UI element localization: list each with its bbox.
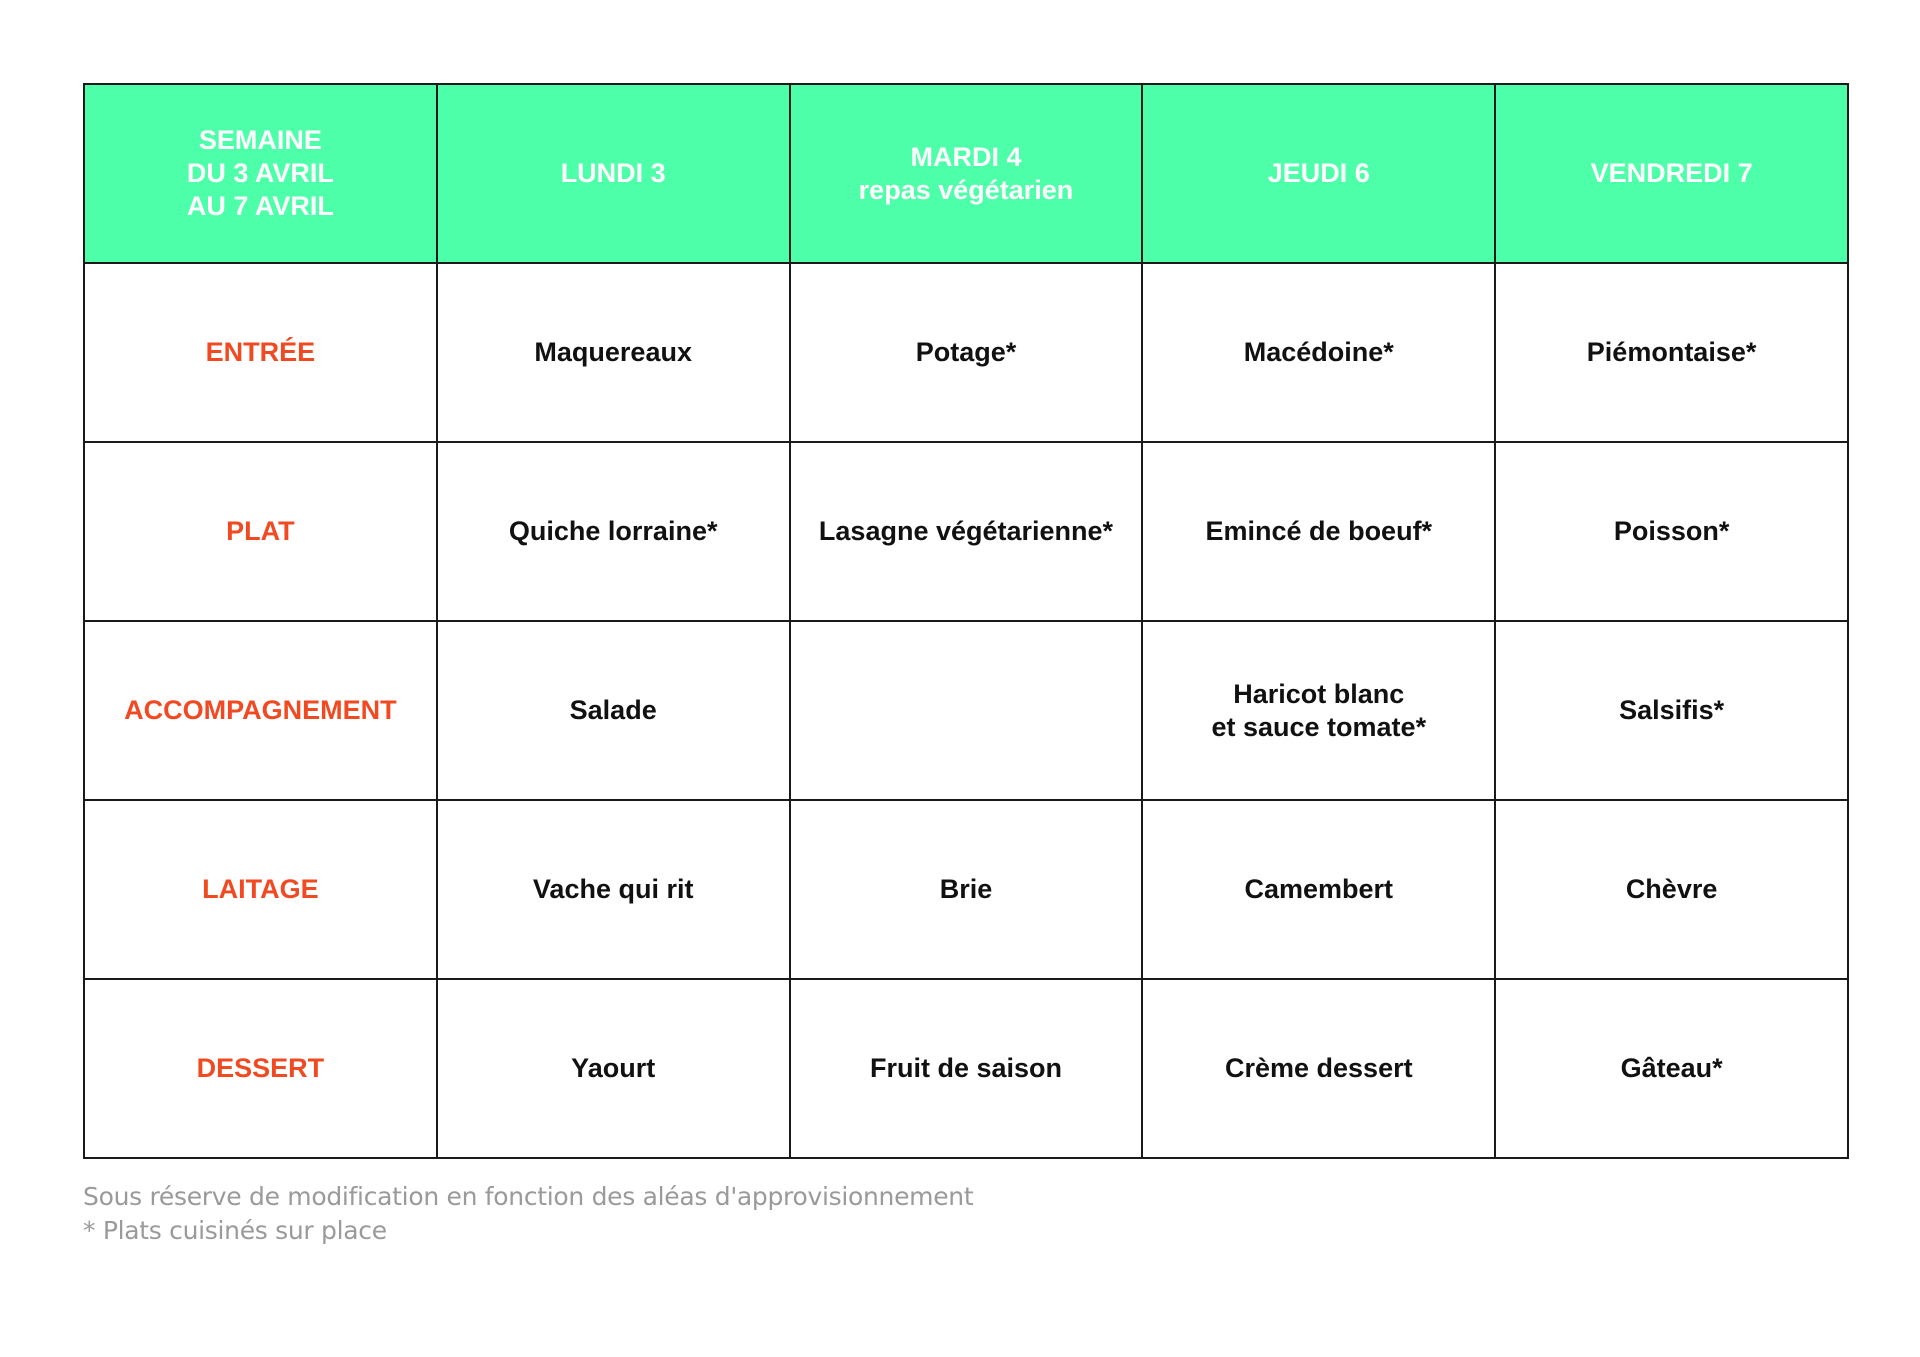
day-header-subtitle: repas végétarien [858, 174, 1074, 205]
day-header-friday [1495, 84, 1848, 263]
menu-cell [1142, 263, 1495, 442]
menu-row [84, 263, 1848, 442]
dish-name: Haricot blanc [1233, 678, 1405, 709]
week-header-line: DU 3 AVRIL [186, 158, 334, 188]
menu-cell [1495, 800, 1848, 979]
day-header-line: MARDI 4 [910, 141, 1022, 172]
dish-name: Crème dessert [1224, 1053, 1413, 1083]
row-label-cell [84, 979, 437, 1158]
week-header-line: SEMAINE [198, 125, 322, 155]
menu-body [84, 263, 1848, 1158]
dish-name: Emincé de boeuf* [1205, 516, 1433, 546]
menu-cell [790, 263, 1143, 442]
day-header-tuesday [790, 84, 1143, 263]
row-label-cell [84, 621, 437, 800]
menu-cell [790, 621, 1143, 800]
dish-name: Yaourt [571, 1053, 656, 1083]
menu-row [84, 800, 1848, 979]
dish-name: Gâteau* [1620, 1053, 1723, 1083]
menu-cell [437, 800, 790, 979]
week-header-line: AU 7 AVRIL [186, 191, 334, 221]
menu-cell [437, 263, 790, 442]
row-label-cell [84, 263, 437, 442]
dish-name: Salade [569, 695, 657, 725]
menu-cell [1142, 621, 1495, 800]
day-header-line: JEUDI 6 [1267, 158, 1370, 188]
dish-name: Quiche lorraine* [508, 516, 718, 546]
dish-name: Camembert [1244, 874, 1394, 904]
menu-cell [1495, 979, 1848, 1158]
menu-cell [790, 442, 1143, 621]
menu-row [84, 979, 1848, 1158]
dish-name: Salsifis* [1619, 695, 1725, 725]
row-label: DESSERT [196, 1053, 325, 1083]
footnotes [83, 1180, 973, 1248]
dish-name: Vache qui rit [532, 874, 694, 904]
dish-name: Chèvre [1625, 874, 1718, 904]
dish-name: Poisson* [1613, 516, 1730, 546]
dish-name: Maquereaux [534, 337, 692, 367]
footnote-supply: Sous réserve de modification en fonction des aléas d'approvisionnement [83, 1182, 974, 1211]
row-label: LAITAGE [202, 874, 319, 904]
weekly-menu-table [83, 83, 1849, 1159]
dish-name: Potage* [915, 337, 1017, 367]
menu-cell [1495, 442, 1848, 621]
menu-cell [437, 442, 790, 621]
dish-name: et sauce tomate* [1211, 711, 1427, 742]
day-header-thursday [1142, 84, 1495, 263]
dish-name: Brie [939, 874, 993, 904]
menu-cell [1142, 979, 1495, 1158]
dish-name: Lasagne végétarienne* [818, 516, 1114, 546]
menu-cell [1495, 263, 1848, 442]
day-header-monday [437, 84, 790, 263]
header-row [84, 84, 1848, 263]
menu-row [84, 621, 1848, 800]
dish-name: Fruit de saison [869, 1053, 1063, 1083]
row-label-cell [84, 442, 437, 621]
day-header-line: LUNDI 3 [560, 158, 666, 188]
row-label: PLAT [226, 516, 295, 546]
row-label: ACCOMPAGNEMENT [124, 695, 397, 725]
menu-cell [1495, 621, 1848, 800]
dish-name: Piémontaise* [1586, 337, 1757, 367]
week-header-cell [84, 84, 437, 263]
day-header-line: VENDREDI 7 [1590, 158, 1753, 188]
menu-cell [437, 621, 790, 800]
menu-cell [790, 800, 1143, 979]
footnote-homemade: * Plats cuisinés sur place [83, 1216, 387, 1245]
row-label: ENTRÉE [205, 337, 316, 367]
menu-cell [1142, 800, 1495, 979]
dish-name: Macédoine* [1243, 337, 1394, 367]
menu-cell [1142, 442, 1495, 621]
menu-cell [437, 979, 790, 1158]
menu-row [84, 442, 1848, 621]
row-label-cell [84, 800, 437, 979]
menu-cell [790, 979, 1143, 1158]
